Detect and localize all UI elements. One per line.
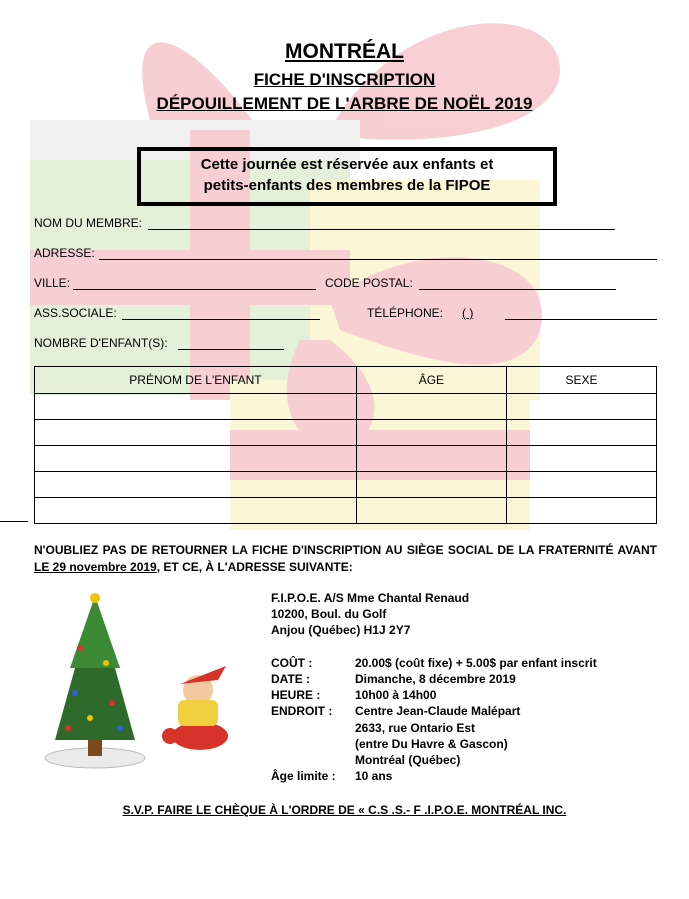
notice-line-1: Cette journée est réservée aux enfants et xyxy=(200,156,494,173)
address-line-1: F.I.P.O.E. A/S Mme Chantal Renaud xyxy=(271,591,470,605)
notice-org: FIPOE xyxy=(445,177,491,194)
age-cell[interactable] xyxy=(356,420,506,446)
children-table xyxy=(34,366,657,524)
table-row xyxy=(35,498,657,524)
table-row xyxy=(35,472,657,498)
margin-rule xyxy=(0,521,28,522)
table-row xyxy=(35,446,657,472)
event-title: DÉPOUILLEMENT DE L'ARBRE DE NOËL 2019 xyxy=(156,94,533,113)
first-name-cell[interactable] xyxy=(35,498,357,524)
table-row xyxy=(35,394,657,420)
city-label: VILLE: xyxy=(34,276,71,290)
age-cell[interactable] xyxy=(356,472,506,498)
address-line-3: Anjou (Québec) H1J 2Y7 xyxy=(271,623,411,637)
age-limit-value: 10 ans xyxy=(355,769,393,783)
date-label: DATE : xyxy=(271,672,311,686)
time-value: 10h00 à 14h00 xyxy=(355,688,437,702)
first-name-cell[interactable] xyxy=(35,420,357,446)
address-field[interactable] xyxy=(99,259,657,260)
sex-cell[interactable] xyxy=(506,446,656,472)
phone-field[interactable] xyxy=(505,319,657,320)
age-cell[interactable] xyxy=(356,498,506,524)
first-name-cell[interactable] xyxy=(35,446,357,472)
place-line-1: Centre Jean-Claude Malépart xyxy=(355,704,521,718)
phone-area-code[interactable]: ( ) xyxy=(462,306,474,320)
return-instructions: N'OUBLIEZ PAS DE RETOURNER LA FICHE D'INSCRIPTION AU SIÈGE SOCIAL DE LA FRATERNITÉ AVANT LE 29 novembre 2019, ET CE, À L'ADRESSE SUIVANTE: xyxy=(34,543,657,574)
postal-code-field[interactable] xyxy=(419,289,616,290)
sex-cell[interactable] xyxy=(506,472,656,498)
age-limit-label: Âge limite : xyxy=(271,769,336,783)
age-cell[interactable] xyxy=(356,446,506,472)
sex-cell[interactable] xyxy=(506,394,656,420)
form-title: FICHE D'INSCRIPTION xyxy=(253,70,436,89)
cheque-instructions: S.V.P. FAIRE LE CHÈQUE À L'ORDRE DE « C.S .S.- F .I.P.O.E. MONTRÉAL INC. xyxy=(122,803,567,817)
cost-value: 20.00$ (coût fixe) + 5.00$ par enfant inscrit xyxy=(355,656,597,670)
address-line-2: 10200, Boul. du Golf xyxy=(271,607,387,621)
first-name-cell[interactable] xyxy=(35,394,357,420)
city-field[interactable] xyxy=(73,289,316,290)
header-first-name: PRÉNOM DE L'ENFANT xyxy=(35,367,357,394)
deadline: LE 29 novembre 2019 xyxy=(34,560,157,574)
header-age: ÂGE xyxy=(356,367,506,394)
eligibility-notice-box xyxy=(137,147,557,206)
notice-line-2: petits-enfants des membres de la FIPOE xyxy=(203,177,491,194)
date-value: Dimanche, 8 décembre 2019 xyxy=(355,672,516,686)
phone-label: TÉLÉPHONE: xyxy=(367,306,444,320)
address-label: ADRESSE: xyxy=(34,246,95,260)
place-line-4: Montréal (Québec) xyxy=(355,753,461,767)
cost-label: COÛT : xyxy=(271,656,313,670)
age-cell[interactable] xyxy=(356,394,506,420)
children-count-field[interactable] xyxy=(178,349,284,350)
header-sex: SEXE xyxy=(506,367,656,394)
children-count-label: NOMBRE D'ENFANT(S): xyxy=(34,336,168,350)
time-label: HEURE : xyxy=(271,688,321,702)
social-insurance-label: ASS.SOCIALE: xyxy=(34,306,117,320)
table-header-row xyxy=(35,367,657,394)
sex-cell[interactable] xyxy=(506,420,656,446)
city-title: MONTRÉAL xyxy=(285,40,404,63)
christmas-tree-elf-image xyxy=(40,588,250,778)
sex-cell[interactable] xyxy=(506,498,656,524)
first-name-cell[interactable] xyxy=(35,472,357,498)
postal-code-label: CODE POSTAL: xyxy=(325,276,413,290)
place-line-3: (entre Du Havre & Gascon) xyxy=(355,737,508,751)
member-name-field[interactable] xyxy=(148,229,615,230)
member-name-label: NOM DU MEMBRE: xyxy=(34,216,142,230)
place-label: ENDROIT : xyxy=(271,704,333,718)
place-line-2: 2633, rue Ontario Est xyxy=(355,721,476,735)
table-row xyxy=(35,420,657,446)
social-insurance-field[interactable] xyxy=(122,319,320,320)
